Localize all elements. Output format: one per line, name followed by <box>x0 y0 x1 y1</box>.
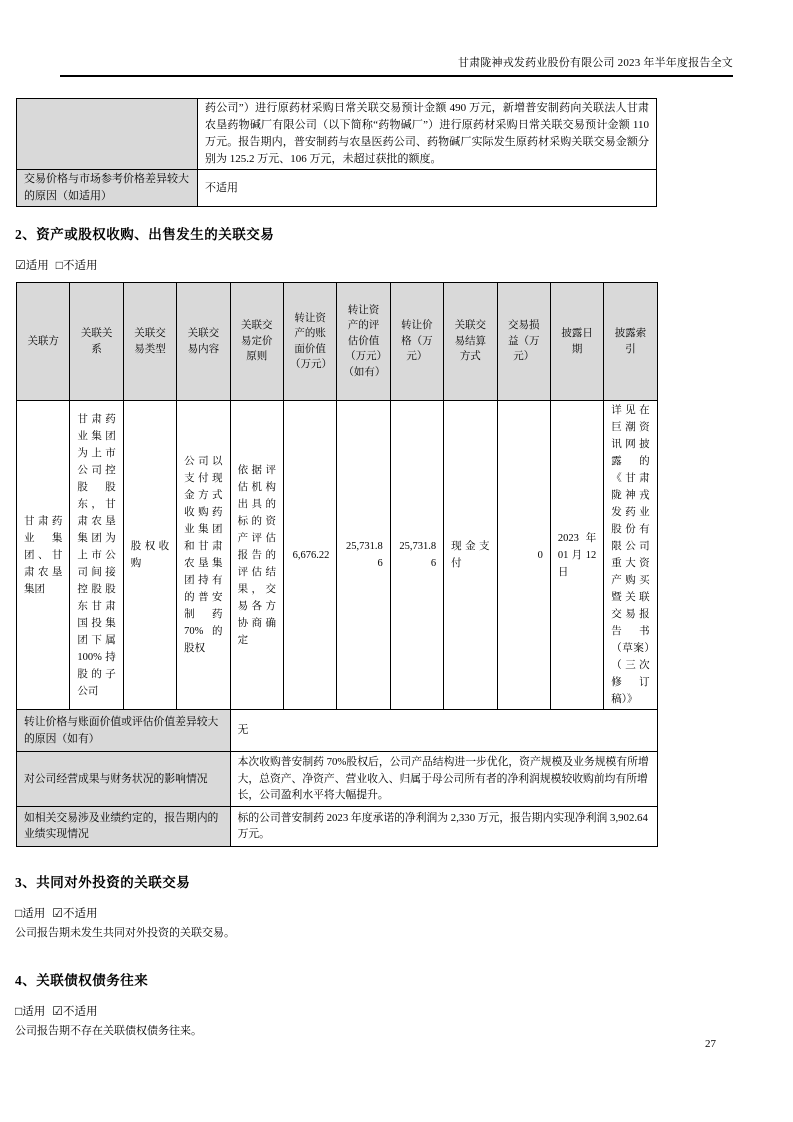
checkbox-checked-icon: ☑ <box>15 258 26 272</box>
note-label: 如相关交易涉及业绩约定的，报告期内的业绩实现情况 <box>17 806 231 846</box>
cell-transaction-content: 公司以支付现金方式收购药业集团和甘肃农垦集团持有的普安制药 70%的股权 <box>177 401 230 710</box>
continuation-empty-label-cell <box>17 99 198 170</box>
section4-applicability <box>15 1003 793 1019</box>
cell-transfer-price: 25,731.86 <box>390 401 443 710</box>
applicable-label: 适用 <box>22 1005 46 1018</box>
not-applicable-label: 不适用 <box>63 260 98 272</box>
header-appraised-value: 转让资产的评估价值（万元）（如有） <box>337 283 390 401</box>
header-book-value: 转让资产的账面价值（万元） <box>283 283 336 401</box>
header-gain-loss: 交易损益（万元） <box>497 283 550 401</box>
cell-disclosure-date: 2023 年 01 月 12 日 <box>550 401 603 710</box>
cell-gain-loss: 0 <box>497 401 550 710</box>
page-number: 27 <box>705 1038 716 1050</box>
cell-related-party: 甘肃药业集团、甘肃农垦集团 <box>17 401 70 710</box>
section3-applicability <box>15 905 793 921</box>
checkbox-unchecked-icon: □ <box>15 905 23 920</box>
applicable-label: 适用 <box>25 260 49 272</box>
header-settlement-method: 关联交易结算方式 <box>444 283 497 401</box>
table-row <box>17 99 657 170</box>
header-disclosure-index: 披露索引 <box>604 283 657 401</box>
cell-book-value: 6,676.22 <box>283 401 336 710</box>
section4-note: 公司报告期不存在关联债权债务往来。 <box>15 1024 202 1037</box>
header-related-party: 关联方 <box>17 283 70 401</box>
section4-heading: 4、关联债权债务往来 <box>15 972 149 988</box>
cell-appraised-value: 25,731.86 <box>337 401 390 710</box>
header-transfer-price: 转让价格（万元） <box>390 283 443 401</box>
header-transaction-type: 关联交易类型 <box>123 283 176 401</box>
acquisition-table-header-row <box>17 283 658 401</box>
note-value: 标的公司普安制药 2023 年度承诺的净利润为 2,330 万元，报告期内实现净利润 3,902.64 万元。 <box>230 806 657 846</box>
note-value: 本次收购普安制药 70%股权后，公司产品结构进一步优化，资产规模及业务规模有所增大，总资产、净资产、营业收入、归属于母公司所有者的净利润规模较收购前均有所增长，公司盈利水平将大幅提升。 <box>230 752 657 807</box>
checkbox-checked-icon: ☑ <box>52 905 64 920</box>
cell-disclosure-index: 详见在巨潮资讯网披露的《甘肃陇神戎发药业股份有限公司重大资产购买暨关联交易报告书（草案）（三次修订稿）》 <box>604 401 657 710</box>
continuation-table <box>16 98 657 207</box>
price-difference-reason-label: 交易价格与市场参考价格差异较大的原因（如适用） <box>17 170 198 207</box>
section2-applicability <box>15 257 793 273</box>
price-difference-reason-value: 不适用 <box>198 170 657 207</box>
note-label: 对公司经营成果与财务状况的影响情况 <box>17 752 231 807</box>
note-row-price-difference <box>17 710 658 752</box>
note-row-impact <box>17 752 658 807</box>
cell-pricing-principle: 依据评估机构出具的标的资产评估报告的评估结果，交易各方协商确定 <box>230 401 283 710</box>
not-applicable-label: 不适用 <box>63 907 98 920</box>
section3-note: 公司报告期未发生共同对外投资的关联交易。 <box>15 926 235 939</box>
note-label: 转让价格与账面价值或评估价值差异较大的原因（如有） <box>17 710 231 752</box>
not-applicable-label: 不适用 <box>63 1005 98 1018</box>
cell-transaction-type: 股权收购 <box>123 401 176 710</box>
header-disclosure-date: 披露日期 <box>550 283 603 401</box>
cell-settlement-method: 现金支付 <box>444 401 497 710</box>
cell-relationship: 甘肃药业集团为上市公司控股股东，甘肃农垦集团为上市公司间接控股股东甘肃国投集团下属100%持股的子公司 <box>70 401 123 710</box>
acquisition-table-data-row <box>17 401 658 710</box>
header-transaction-content: 关联交易内容 <box>177 283 230 401</box>
section2-heading: 2、资产或股权收购、出售发生的关联交易 <box>15 227 275 242</box>
page-header-title: 甘肃陇神戎发药业股份有限公司 2023 年半年度报告全文 <box>457 57 733 69</box>
note-value: 无 <box>230 710 657 752</box>
page-header <box>60 0 733 77</box>
checkbox-unchecked-icon: □ <box>15 1003 23 1018</box>
checkbox-unchecked-icon: □ <box>55 258 64 272</box>
header-pricing-principle: 关联交易定价原则 <box>230 283 283 401</box>
section3-heading: 3、共同对外投资的关联交易 <box>15 874 191 890</box>
table-row <box>17 170 657 207</box>
checkbox-checked-icon: ☑ <box>52 1003 64 1018</box>
note-row-performance <box>17 806 658 846</box>
header-relationship: 关联关系 <box>70 283 123 401</box>
acquisition-table <box>16 282 658 847</box>
continuation-text-cell: 药公司”）进行原药材采购日常关联交易预计金额 490 万元，新增普安制药向关联法人甘肃农垦药物碱厂有限公司（以下简称“药物碱厂”）进行原药材采购日常关联交易预计金额 110 万元。报告期内，普安制药与农垦医药公司、药物碱厂实际发生原药材采购关联交易金额分别为 125.2 万元、106 万元，未超过获批的额度。 <box>198 99 657 170</box>
applicable-label: 适用 <box>22 907 46 920</box>
